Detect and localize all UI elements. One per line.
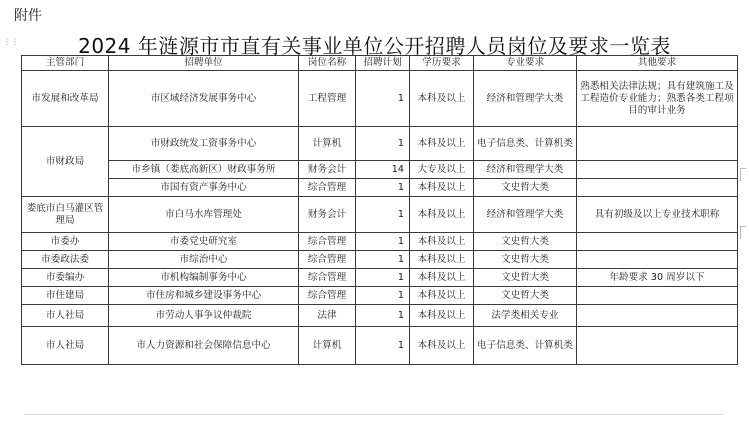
edu-cell: 本科及以上 — [410, 197, 474, 233]
dept-cell: 市住建局 — [22, 287, 109, 305]
unit-cell: 市住房和城乡建设事务中心 — [109, 287, 299, 305]
column-header: 招聘单位 — [109, 56, 299, 71]
column-header: 专业要求 — [474, 56, 577, 71]
table-row — [22, 269, 738, 287]
plan-cell: 1 — [356, 233, 410, 251]
table-row — [22, 197, 738, 233]
post-cell: 财务会计 — [299, 161, 356, 179]
major-cell: 法学类相关专业 — [474, 305, 577, 327]
major-cell: 文史哲大类 — [474, 287, 577, 305]
dept-cell: 市人社局 — [22, 305, 109, 327]
plan-cell: 1 — [356, 327, 410, 365]
plan-cell: 1 — [356, 287, 410, 305]
plan-cell: 14 — [356, 161, 410, 179]
post-cell: 计算机 — [299, 327, 356, 365]
dept-cell: 市人社局 — [22, 327, 109, 365]
column-header: 其他要求 — [577, 56, 738, 71]
table-row — [22, 233, 738, 251]
plan-cell: 1 — [356, 269, 410, 287]
column-header: 岗位名称 — [299, 56, 356, 71]
other-cell — [577, 327, 738, 365]
major-cell: 文史哲大类 — [474, 269, 577, 287]
other-cell: 熟悉相关法律法规；具有建筑施工及工程造价专业能力；熟悉各类工程项目的审计业务 — [577, 71, 738, 127]
major-cell: 经济和管理学大类 — [474, 161, 577, 179]
edu-cell: 本科及以上 — [410, 269, 474, 287]
unit-cell: 市白马水库管理处 — [109, 197, 299, 233]
post-cell: 综合管理 — [299, 179, 356, 197]
major-cell: 经济和管理学大类 — [474, 197, 577, 233]
post-cell: 计算机 — [299, 127, 356, 161]
post-cell: 综合管理 — [299, 269, 356, 287]
dept-cell: 市委编办 — [22, 269, 109, 287]
major-cell: 文史哲大类 — [474, 233, 577, 251]
table-row — [22, 287, 738, 305]
table-row — [22, 179, 738, 197]
margin-mark — [740, 226, 746, 239]
other-cell — [577, 287, 738, 305]
dept-cell: 市委政法委 — [22, 251, 109, 269]
edu-cell: 本科及以上 — [410, 179, 474, 197]
plan-cell: 1 — [356, 71, 410, 127]
post-cell: 综合管理 — [299, 233, 356, 251]
edu-cell: 本科及以上 — [410, 233, 474, 251]
major-cell: 电子信息类、计算机类 — [474, 327, 577, 365]
post-cell: 法律 — [299, 305, 356, 327]
edu-cell: 本科及以上 — [410, 327, 474, 365]
plan-cell: 1 — [356, 179, 410, 197]
unit-cell: 市人力资源和社会保障信息中心 — [109, 327, 299, 365]
plan-cell: 1 — [356, 251, 410, 269]
table-row — [22, 327, 738, 365]
table-row — [22, 305, 738, 327]
page-title: 2024 年涟源市市直有关事业单位公开招聘人员岗位及要求一览表 — [78, 34, 671, 58]
edu-cell: 本科及以上 — [410, 71, 474, 127]
dept-cell: 市发展和改革局 — [22, 71, 109, 127]
edu-cell: 本科及以上 — [410, 251, 474, 269]
unit-cell: 市机构编制事务中心 — [109, 269, 299, 287]
column-header: 主管部门 — [22, 56, 109, 71]
table-row — [22, 127, 738, 161]
major-cell: 文史哲大类 — [474, 179, 577, 197]
margin-mark — [740, 168, 746, 181]
table-row — [22, 251, 738, 269]
plan-cell: 1 — [356, 197, 410, 233]
other-cell — [577, 251, 738, 269]
other-cell — [577, 179, 738, 197]
other-cell: 年龄要求 30 周岁以下 — [577, 269, 738, 287]
post-cell: 财务会计 — [299, 197, 356, 233]
column-header: 招聘计划 — [356, 56, 410, 71]
unit-cell: 市乡镇（娄底高新区）财政事务所 — [109, 161, 299, 179]
table-row — [22, 71, 738, 127]
table-row — [22, 161, 738, 179]
edu-cell: 本科及以上 — [410, 287, 474, 305]
post-cell: 综合管理 — [299, 287, 356, 305]
table-header-row — [22, 56, 738, 71]
unit-cell: 市区域经济发展事务中心 — [109, 71, 299, 127]
unit-cell: 市劳动人事争议仲裁院 — [109, 305, 299, 327]
other-cell — [577, 233, 738, 251]
post-cell: 工程管理 — [299, 71, 356, 127]
unit-cell: 市财政统发工资事务中心 — [109, 127, 299, 161]
dept-cell: 市财政局 — [22, 127, 109, 197]
edu-cell: 本科及以上 — [410, 305, 474, 327]
unit-cell: 市国有资产事务中心 — [109, 179, 299, 197]
other-cell — [577, 161, 738, 179]
edu-cell: 大专及以上 — [410, 161, 474, 179]
major-cell: 经济和管理学大类 — [474, 71, 577, 127]
attachment-label: 附件 — [14, 8, 42, 24]
major-cell: 文史哲大类 — [474, 251, 577, 269]
dept-cell: 娄底市白马灌区管理局 — [22, 197, 109, 233]
unit-cell: 市委党史研究室 — [109, 233, 299, 251]
column-header: 学历要求 — [410, 56, 474, 71]
plan-cell: 1 — [356, 305, 410, 327]
recruitment-table — [21, 55, 737, 365]
page-divider — [24, 414, 724, 415]
edu-cell: 本科及以上 — [410, 127, 474, 161]
document-anchor-icon: ⋮⋮ — [3, 37, 19, 46]
other-cell — [577, 127, 738, 161]
major-cell: 电子信息类、计算机类 — [474, 127, 577, 161]
unit-cell: 市综治中心 — [109, 251, 299, 269]
other-cell — [577, 305, 738, 327]
plan-cell: 1 — [356, 127, 410, 161]
other-cell: 具有初级及以上专业技术职称 — [577, 197, 738, 233]
post-cell: 综合管理 — [299, 251, 356, 269]
dept-cell: 市委办 — [22, 233, 109, 251]
